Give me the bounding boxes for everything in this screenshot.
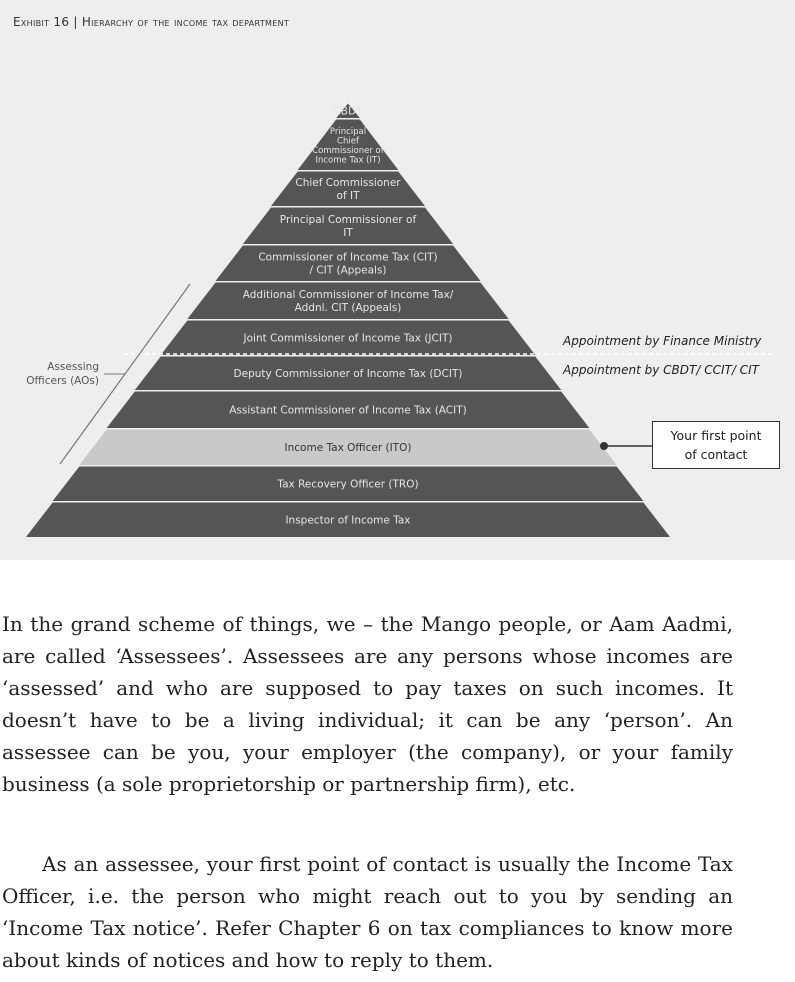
paragraph-assessees: In the grand scheme of things, we – the Mango people, or Aam Aadmi, are called ‘Assessees’. Assessees are any persons whose incomes are ‘assessed’ and who are supposed to pay taxes on such incomes. It doesn’t have to be a living individual; it can be any ‘person’. An assessee can be you, your employer (the company), or your family business (a sole proprietorship or partnership firm), etc. [2,612,733,796]
appointment-finance-note: Appointment by Finance Ministry [563,334,762,348]
pyramid-level-3-label: of IT [336,189,360,202]
pyramid-level-5-label: / CIT (Appeals) [309,264,387,277]
pyramid-level-5-label: Commissioner of Income Tax (CIT) [258,251,438,264]
pyramid-level-2-label: Income Tax (IT) [315,155,381,166]
callout-dot [600,442,608,450]
exhibit-title: Exhibit 16 | Hierarchy of the income tax department [13,15,290,29]
pyramid-level-2-label: Commissioner of [312,146,384,156]
pyramid-level-4-label: IT [343,226,353,239]
pyramid-level-3-label: Chief Commissioner [295,176,401,189]
pyramid-level-1-label: CBDT [333,105,363,118]
pyramid-level-12-label: Inspector of Income Tax [285,514,411,527]
pyramid-level-2-label: Chief [337,136,359,147]
pyramid-level-7-label: Joint Commissioner of Income Tax (JCIT) [243,332,453,345]
pyramid-level-10-label: Income Tax Officer (ITO) [284,441,412,454]
assessing-officers-label-1: Assessing [47,361,99,373]
pyramid-level-6-label: Addnl. CIT (Appeals) [294,301,402,314]
callout-line-2: of contact [684,447,748,462]
pyramid-level-2-label: Principal [329,127,367,137]
appointment-cbdt-note: Appointment by CBDT/ CCIT/ CIT [563,363,759,377]
pyramid-level-4-label: Principal Commissioner of [279,213,417,226]
pyramid-level-6-label: Additional Commissioner of Income Tax/ [242,288,454,301]
callout-line-1: Your first point [670,428,762,443]
first-contact-callout [652,421,780,469]
paragraph-first-contact: As an assessee, your first point of contact is usually the Income Tax Officer, i.e. the person who might reach out to you by sending an ‘Income Tax notice’. Refer Chapter 6 on tax compliances to know more about kinds of notices and how to reply to them. [2,852,733,972]
pyramid-level-8-label: Deputy Commissioner of Income Tax (DCIT) [233,367,463,380]
assessing-officers-label-2: Officers (AOs) [26,375,99,387]
pyramid-level-11-label: Tax Recovery Officer (TRO) [277,478,419,491]
pyramid-level-9-label: Assistant Commissioner of Income Tax (ACIT) [229,404,467,417]
